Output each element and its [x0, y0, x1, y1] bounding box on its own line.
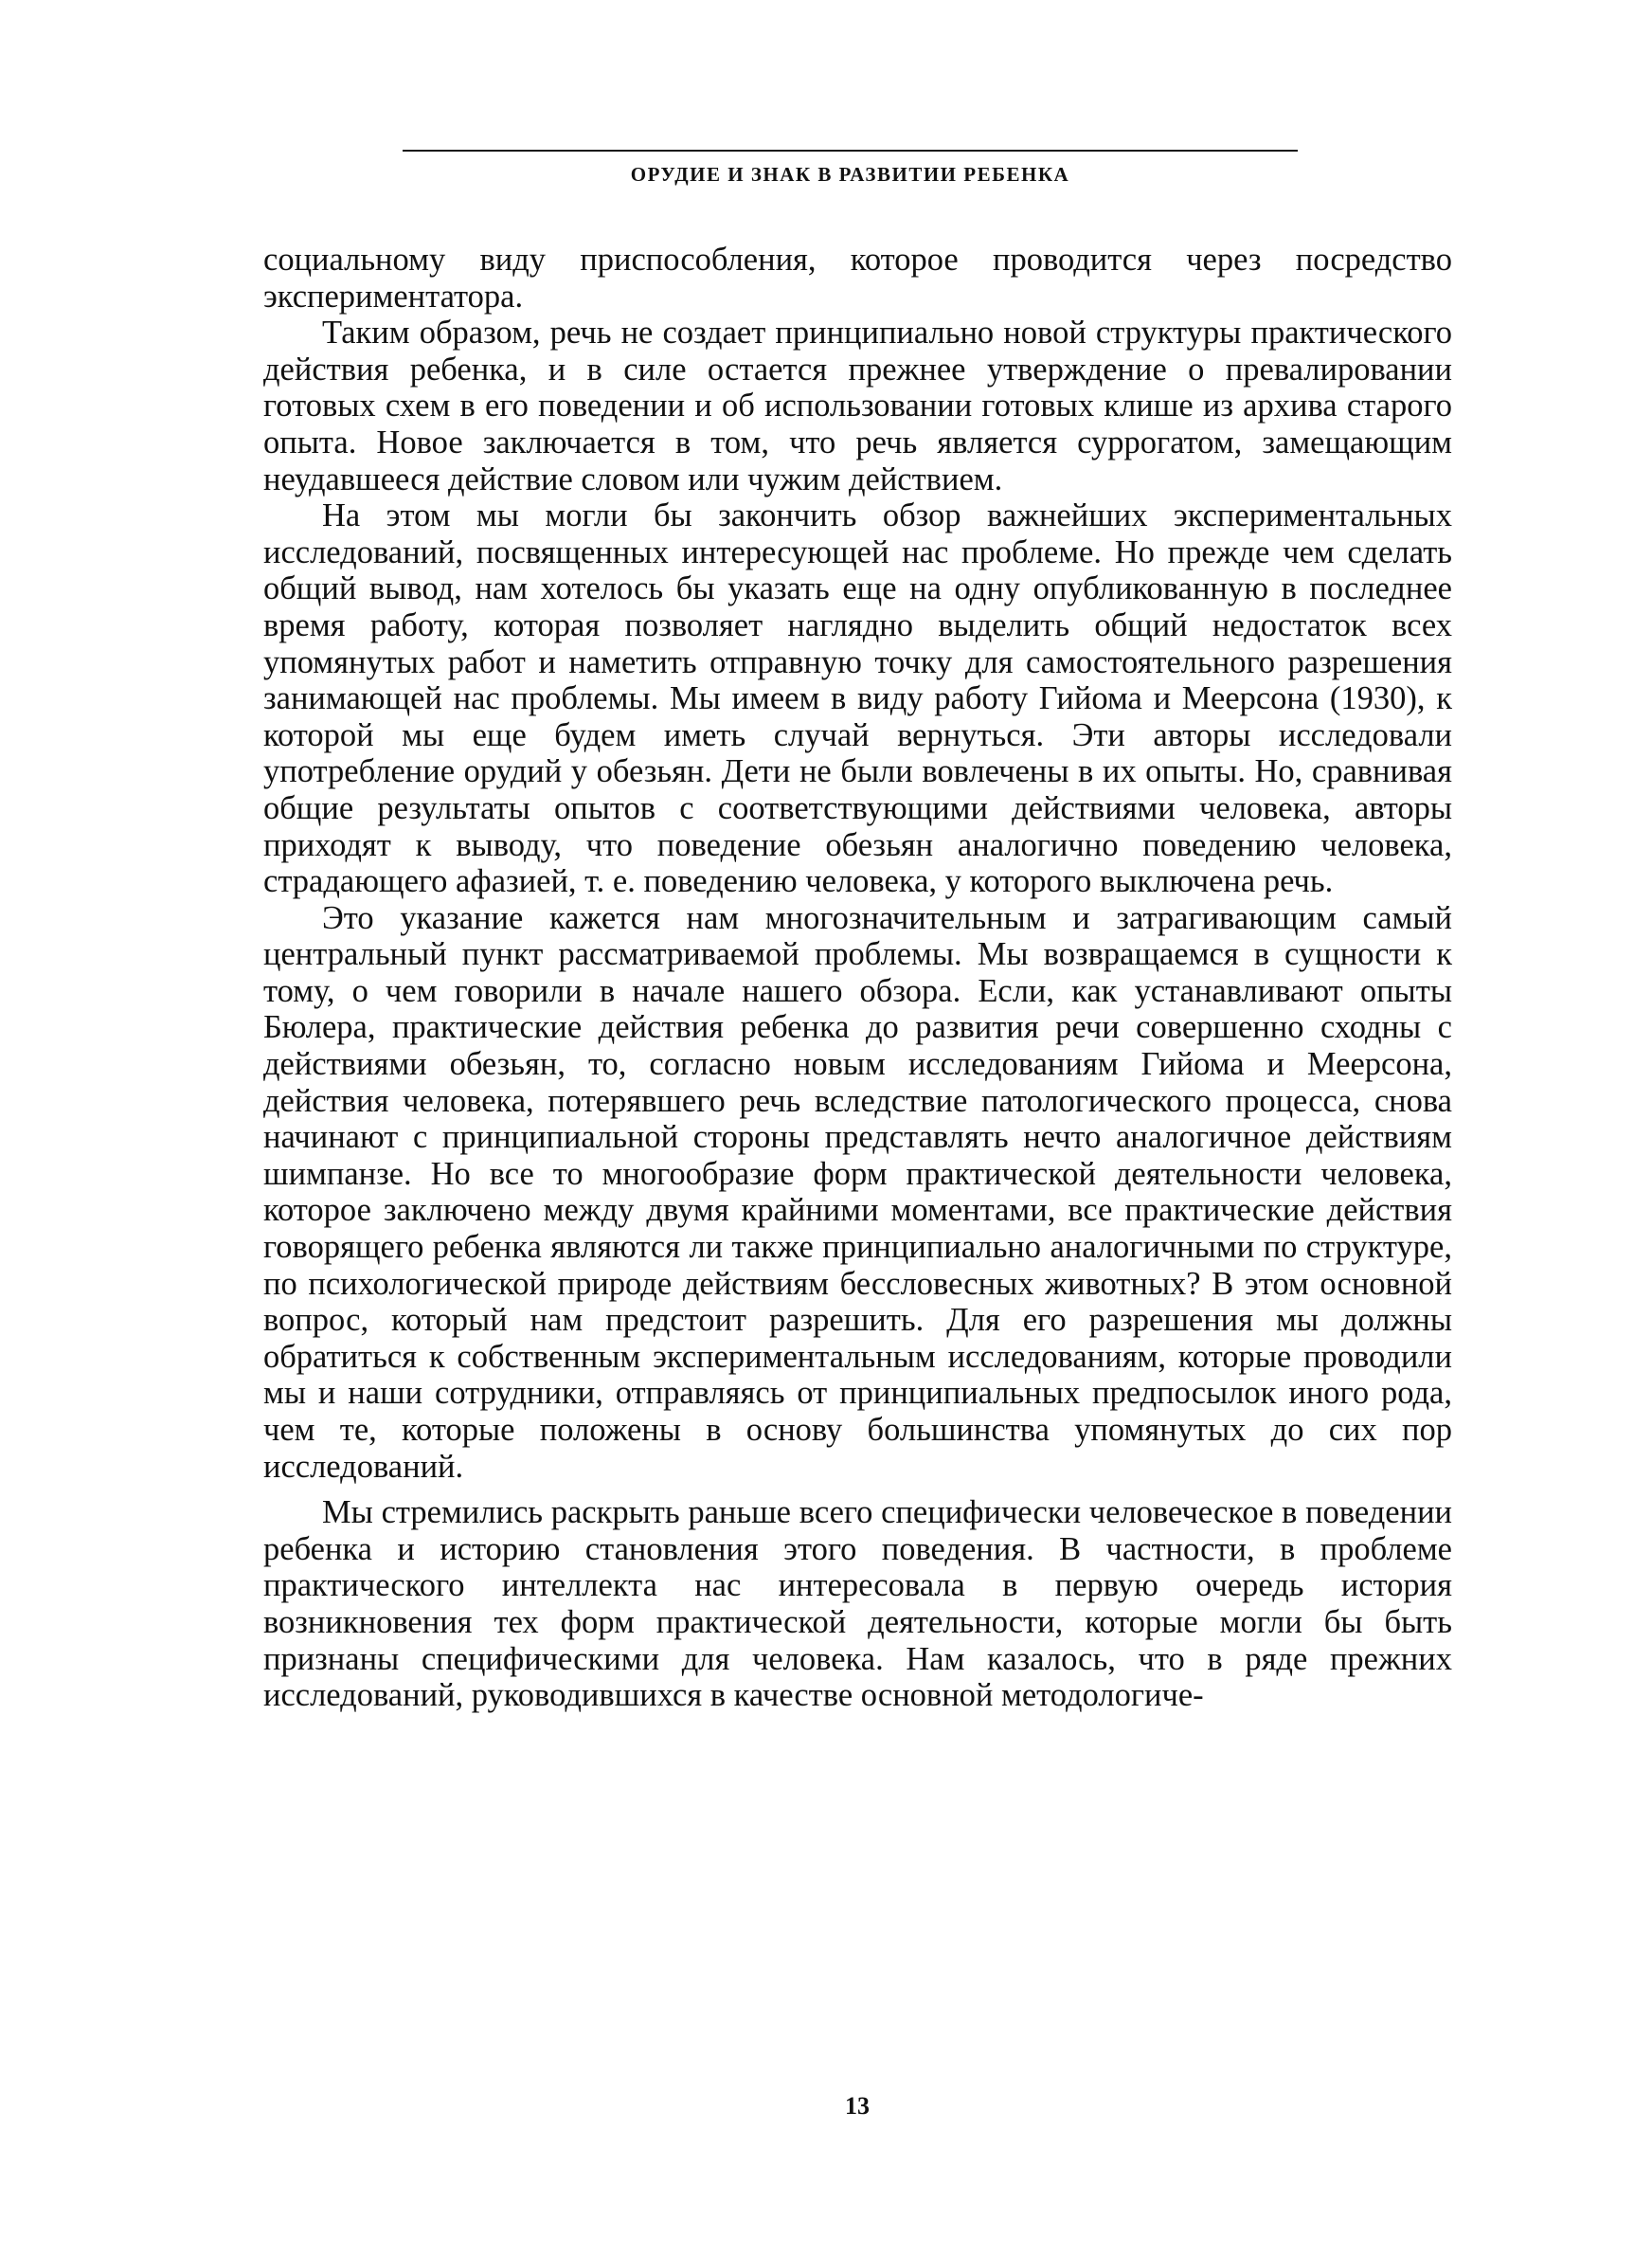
- paragraph-1: социальному виду приспособления, которое проводится через посредство экспериментатора.: [263, 242, 1452, 315]
- paragraph-4: Это указание кажется нам многозначительным и затрагивающим самый центральный пункт рассматриваемой проблемы. Мы возвращаемся в сущности к тому, о чем говорили в начале нашего обзора. Если, как устанавливают опыты Бюлера, практические действия ребенка до развития речи совершенно сходны с действиями обезьян, то, согласно новым исследованиям Гийома и Меерсона, действия человека, потерявшего речь вследствие патологического процесса, снова начинают с принципиальной стороны представлять нечто аналогичное действиям шимпанзе. Но все то многообразие форм практической деятельности человека, которое заключено между двумя крайними моментами, все практические действия говорящего ребенка являются ли также принципиально аналогичными по структуре, по психологической природе действиям бессловесных животных? В этом основной вопрос, который нам предстоит разрешить. Для его разрешения мы должны обратиться к собственным экспериментальным исследованиям, которые проводили мы и наши сотрудники, отправляясь от принципиальных предпосылок иного рода, чем те, которые положены в основу большинства упомянутых до сих пор исследований.: [263, 899, 1452, 1485]
- header-rule: [403, 150, 1298, 152]
- paragraph-2: Таким образом, речь не создает принципиально новой структуры практического действия ребенка, и в силе остается прежнее утверждение о превалировании готовых схем в его поведении и об использовании готовых клише из архива старого опыта. Новое заключается в том, что речь является суррогатом, замещающим неудавшееся действие словом или чужим действием.: [263, 315, 1452, 497]
- body-text: [263, 242, 1452, 1714]
- paragraph-3: На этом мы могли бы закончить обзор важнейших экспериментальных исследований, посвященных интересующей нас проблеме. Но прежде чем сделать общий вывод, нам хотелось бы указать еще на одну опубликованную в последнее время работу, которая позволяет наглядно выделить общий недостаток всех упомянутых работ и наметить отправную точку для самостоятельного разрешения занимающей нас проблемы. Мы имеем в виду работу Гийома и Меерсона (1930), к которой мы еще будем иметь случай вернуться. Эти авторы исследовали употребление орудий у обезьян. Дети не были вовлечены в их опыты. Но, сравнивая общие результаты опытов с соответствующими действиями человека, авторы приходят к выводу, что поведение обезьян аналогично поведению человека, страдающего афазией, т. е. поведению человека, у которого выключена речь.: [263, 497, 1452, 900]
- paragraph-5: Мы стремились раскрыть раньше всего специфически человеческое в поведении ребенка и историю становления этого поведения. В частности, в проблеме практического интеллекта нас интересовала в первую очередь история возникновения тех форм практической деятельности, которые могли бы быть признаны специфическими для человека. Нам казалось, что в ряде прежних исследований, руководившихся в качестве основной методологиче-: [263, 1494, 1452, 1714]
- page-number: 13: [845, 2092, 870, 2120]
- running-head: ОРУДИЕ И ЗНАК В РАЗВИТИИ РЕБЕНКА: [630, 163, 1070, 186]
